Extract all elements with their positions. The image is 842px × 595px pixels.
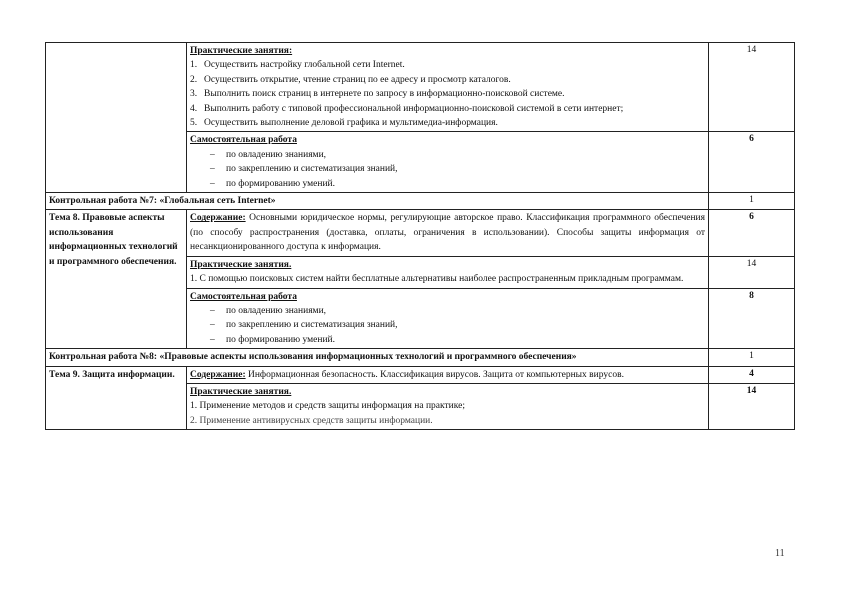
- control-work-8: Контрольная работа №8: «Правовые аспекты использования информационных технологий и программного обеспечения»: [46, 349, 709, 366]
- content-text: Основными юридическое нормы, регулирующие авторское право. Классификация программного обеспечения (по способу распространения (доставка, оплаты, ограничения в использовании). Способы защиты информация от несанкционированного доступа к информация.: [190, 213, 705, 253]
- practice-cell: [187, 43, 709, 132]
- list-item: – по закреплению и систематизация знаний,: [210, 164, 398, 175]
- practice-item: 1. С помощью поисковых систем найти бесплатные альтернативы наиболее распространенным прикладным программам.: [190, 274, 684, 285]
- self-study-title: Самостоятельная работа: [190, 135, 297, 146]
- hours-cell: 14: [709, 383, 795, 429]
- list-item: 5. Осуществить выполнение деловой графика и мультимедиа-информация.: [190, 118, 498, 129]
- hours-cell: 1: [709, 193, 795, 210]
- hours-cell: 6: [709, 210, 795, 256]
- topic-8-content: [187, 210, 709, 256]
- practice-title: Практические занятия:: [190, 46, 293, 56]
- topic-9-practice: [187, 383, 709, 429]
- table-row: [46, 193, 795, 210]
- hours-cell: 14: [709, 43, 795, 132]
- curriculum-table: [45, 42, 795, 430]
- hours-cell: 8: [709, 288, 795, 349]
- practice-title: Практические занятия.: [190, 386, 292, 397]
- practice-item: 2. Применение антивирусных средств защиты информации.: [190, 415, 433, 426]
- hours-cell: 6: [709, 132, 795, 193]
- curriculum-table-page: [45, 42, 795, 430]
- topic-8-title: Тема 8. Правовые аспекты использования информационных технологий и программного обеспечения.: [46, 210, 187, 349]
- topic-cell-empty: [46, 43, 187, 193]
- content-text: Информационная безопасность. Классификация вирусов. Защита от компьютерных вирусов.: [247, 369, 624, 380]
- topic-9-title: Тема 9. Защита информации.: [46, 366, 187, 430]
- self-study-title: Самостоятельная работа: [190, 291, 297, 302]
- practice-item: 1. Применение методов и средств защиты информация на практике;: [190, 401, 465, 412]
- list-item: 2. Осуществить открытие, чтение страниц по ее адресу и просмотр каталогов.: [190, 74, 511, 85]
- table-row: [46, 366, 795, 383]
- list-item: – по формированию умений.: [210, 334, 336, 345]
- topic-9-content: [187, 366, 709, 383]
- list-item: – по овладению знаниями,: [210, 149, 327, 160]
- practice-list: [190, 58, 705, 130]
- list-item: 1. Осуществить настройку глобальной сети Internet.: [190, 60, 405, 71]
- list-item: 3. Выполнить поиск страниц в интернете по запросу в информационно-поисковой системе.: [190, 89, 565, 100]
- table-row: [46, 349, 795, 366]
- self-study-list: [190, 148, 705, 191]
- page-number: 11: [775, 548, 785, 559]
- hours-cell: 1: [709, 349, 795, 366]
- practice-title: Практические занятия.: [190, 259, 292, 270]
- topic-8-practice: [187, 256, 709, 288]
- list-item: 4. Выполнить работу с типовой профессиональной информационно-поисковой системой в сети интернет;: [190, 103, 624, 114]
- list-item: – по закреплению и систематизация знаний,: [210, 320, 398, 331]
- hours-cell: 14: [709, 256, 795, 288]
- content-label: Содержание:: [190, 369, 246, 380]
- table-row: [46, 43, 795, 132]
- content-label: Содержание:: [190, 213, 246, 224]
- topic-8-self-study: [187, 288, 709, 349]
- list-item: – по овладению знаниями,: [210, 305, 327, 316]
- self-study-cell: [187, 132, 709, 193]
- control-work-7: Контрольная работа №7: «Глобальная сеть Internet»: [46, 193, 709, 210]
- table-row: [46, 210, 795, 256]
- hours-cell: 4: [709, 366, 795, 383]
- list-item: – по формированию умений.: [210, 178, 336, 189]
- self-study-list: [190, 304, 705, 347]
